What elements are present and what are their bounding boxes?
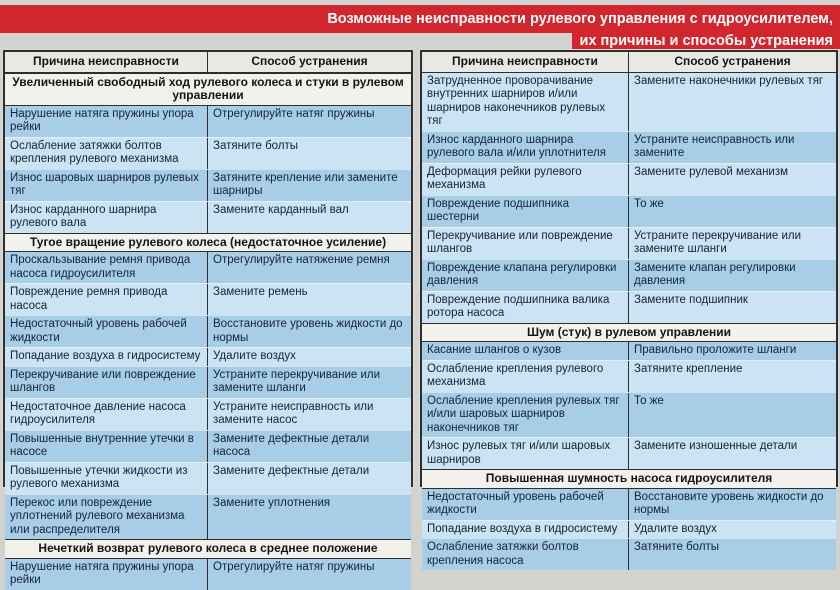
remedy-cell: Затяните крепление или замените шарниры <box>213 171 398 197</box>
remedy-cell: Замените дефектные детали насоса <box>213 432 370 458</box>
remedy-cell: Замените ремень <box>213 286 308 298</box>
remedy-cell: Замените дефектные детали <box>213 464 370 477</box>
cause-cell: Перекручивание или повреждение шлангов <box>5 367 208 398</box>
remedy-cell: То же <box>634 394 664 407</box>
section-header: Тугое вращение рулевого колеса (недостаточное усиление) <box>5 233 411 253</box>
cause-cell: Перекос или повреждение уплотнений рулевого механизма или распределителя <box>5 495 208 540</box>
column-header-row <box>5 52 411 73</box>
cause-cell: Деформация рейки рулевого механизма <box>422 164 629 195</box>
remedy-cell: Правильно проложите шланги <box>634 344 797 356</box>
table-row <box>422 392 836 438</box>
section-header: Увеличенный свободный ход рулевого колеса и стуки в рулевом управлении <box>5 73 411 106</box>
cause-cell: Ослабление крепления рулевого механизма <box>422 361 629 392</box>
cause-cell: Затрудненное проворачивание внутренних шарниров и/или шарниров наконечников рулевых тяг <box>422 73 629 131</box>
cause-cell: Повреждение ремня привода насоса <box>5 284 208 315</box>
table-row <box>422 360 836 392</box>
remedy-cell: Замените уплотнения <box>213 496 331 509</box>
remedy-cell: Удалите воздух <box>213 350 296 362</box>
column-header-remedy: Способ устранения <box>674 54 791 68</box>
cause-cell: Касание шлангов о кузов <box>422 342 629 360</box>
cause-cell: Износ рулевых тяг и/или шаровых шарниров <box>422 438 629 469</box>
remedy-cell: Затяните болты <box>213 139 299 152</box>
table-row <box>5 201 411 233</box>
cause-cell: Повреждение клапана регулировки давления <box>422 260 629 291</box>
remedy-cell: Замените подшипник <box>634 293 748 306</box>
table-row <box>422 520 836 539</box>
table-row <box>422 131 836 163</box>
page-title-line1: Возможные неисправности рулевого управления с гидроусилителем, <box>327 11 833 27</box>
cause-cell: Ослабление затяжки болтов крепления насоса <box>422 539 629 570</box>
cause-cell: Проскальзывание ремня привода насоса гидроусилителя <box>5 252 208 283</box>
fault-table-left <box>3 50 413 586</box>
table-row <box>5 169 411 201</box>
table-row <box>5 252 411 283</box>
table-row <box>5 283 411 315</box>
title-banner-line2 <box>572 33 840 49</box>
cause-cell: Износ карданного шарнира рулевого вала <box>5 202 208 233</box>
page-title-line2: их причины и способы устранения <box>579 33 833 49</box>
fault-table-right <box>420 50 838 567</box>
remedy-cell: Устраните неисправность или замените <box>634 133 795 159</box>
table-row <box>422 437 836 469</box>
remedy-cell: Отрегулируйте натяг пружины <box>213 107 375 120</box>
table-row <box>422 342 836 360</box>
table-row <box>422 259 836 291</box>
cause-cell: Износ шаровых шарниров рулевых тяг <box>5 170 208 201</box>
table-row <box>422 227 836 259</box>
remedy-cell: Отрегулируйте натяг пружины <box>213 560 375 573</box>
remedy-cell: Замените наконечники рулевых тяг <box>634 74 824 87</box>
column-header-row <box>422 52 836 73</box>
remedy-cell: Затяните болты <box>634 541 720 553</box>
cause-cell: Повреждение подшипника шестерни <box>422 196 629 227</box>
column-header-cause: Причина неисправности <box>422 52 629 72</box>
table-row <box>5 366 411 398</box>
cause-cell: Недостаточный уровень рабочей жидкости <box>422 489 629 520</box>
table-row <box>422 73 836 131</box>
table-row <box>5 106 411 137</box>
remedy-cell: Замените изношенные детали <box>634 440 798 452</box>
cause-cell: Недостаточное давление насоса гидроусилителя <box>5 399 208 430</box>
cause-cell: Попадание воздуха в гидросистему <box>5 348 208 366</box>
table-row <box>422 538 836 570</box>
remedy-cell: Восстановите уровень жидкости до нормы <box>213 318 403 344</box>
table-row <box>5 398 411 430</box>
section-header: Нечеткий возврат рулевого колеса в среднее положение <box>5 539 411 559</box>
table-row <box>422 291 836 323</box>
table-row <box>5 137 411 169</box>
remedy-cell: Восстановите уровень жидкости до нормы <box>634 490 824 516</box>
cause-cell: Перекручивание или повреждение шлангов <box>422 228 629 259</box>
remedy-cell: Устраните перекручивание или замените шланги <box>213 368 381 394</box>
cause-cell: Повреждение подшипника валика ротора насоса <box>422 292 629 323</box>
remedy-cell: Удалите воздух <box>634 522 717 535</box>
remedy-cell: Отрегулируйте натяжение ремня <box>213 254 390 266</box>
cause-cell: Повышенные внутренние утечки в насосе <box>5 431 208 462</box>
remedy-cell: Устраните неисправность или замените насос <box>213 400 374 426</box>
remedy-cell: То же <box>634 197 664 210</box>
table-row <box>5 347 411 366</box>
cause-cell: Ослабление затяжки болтов крепления рулевого механизма <box>5 138 208 169</box>
cause-cell: Нарушение натяга пружины упора рейки <box>5 106 208 137</box>
section-header: Повышенная шумность насоса гидроусилителя <box>422 469 836 489</box>
remedy-cell: Замените рулевой механизм <box>634 165 789 178</box>
title-banner <box>0 5 840 33</box>
table-row <box>5 559 411 590</box>
table-row <box>5 430 411 462</box>
remedy-cell: Устраните перекручивание или замените шланги <box>634 229 802 255</box>
remedy-cell: Замените карданный вал <box>213 203 349 216</box>
table-row <box>422 163 836 195</box>
cause-cell: Попадание воздуха в гидросистему <box>422 521 629 539</box>
section-header: Шум (стук) в рулевом управлении <box>422 323 836 343</box>
table-row <box>422 489 836 520</box>
table-row <box>5 494 411 540</box>
cause-cell: Износ карданного шарнира рулевого вала и/или уплотнителя <box>422 132 629 163</box>
remedy-cell: Замените клапан регулировки давления <box>634 261 796 287</box>
column-header-remedy: Способ устранения <box>251 54 368 68</box>
cause-cell: Повышенные утечки жидкости из рулевого механизма <box>5 463 208 494</box>
column-header-cause: Причина неисправности <box>5 52 208 72</box>
cause-cell: Недостаточный уровень рабочей жидкости <box>5 316 208 347</box>
table-row <box>5 315 411 347</box>
cause-cell: Нарушение натяга пружины упора рейки <box>5 559 208 590</box>
table-row <box>422 195 836 227</box>
remedy-cell: Затяните крепление <box>634 362 743 375</box>
cause-cell: Ослабление крепления рулевых тяг и/или шаровых шарниров наконечников тяг <box>422 393 629 438</box>
